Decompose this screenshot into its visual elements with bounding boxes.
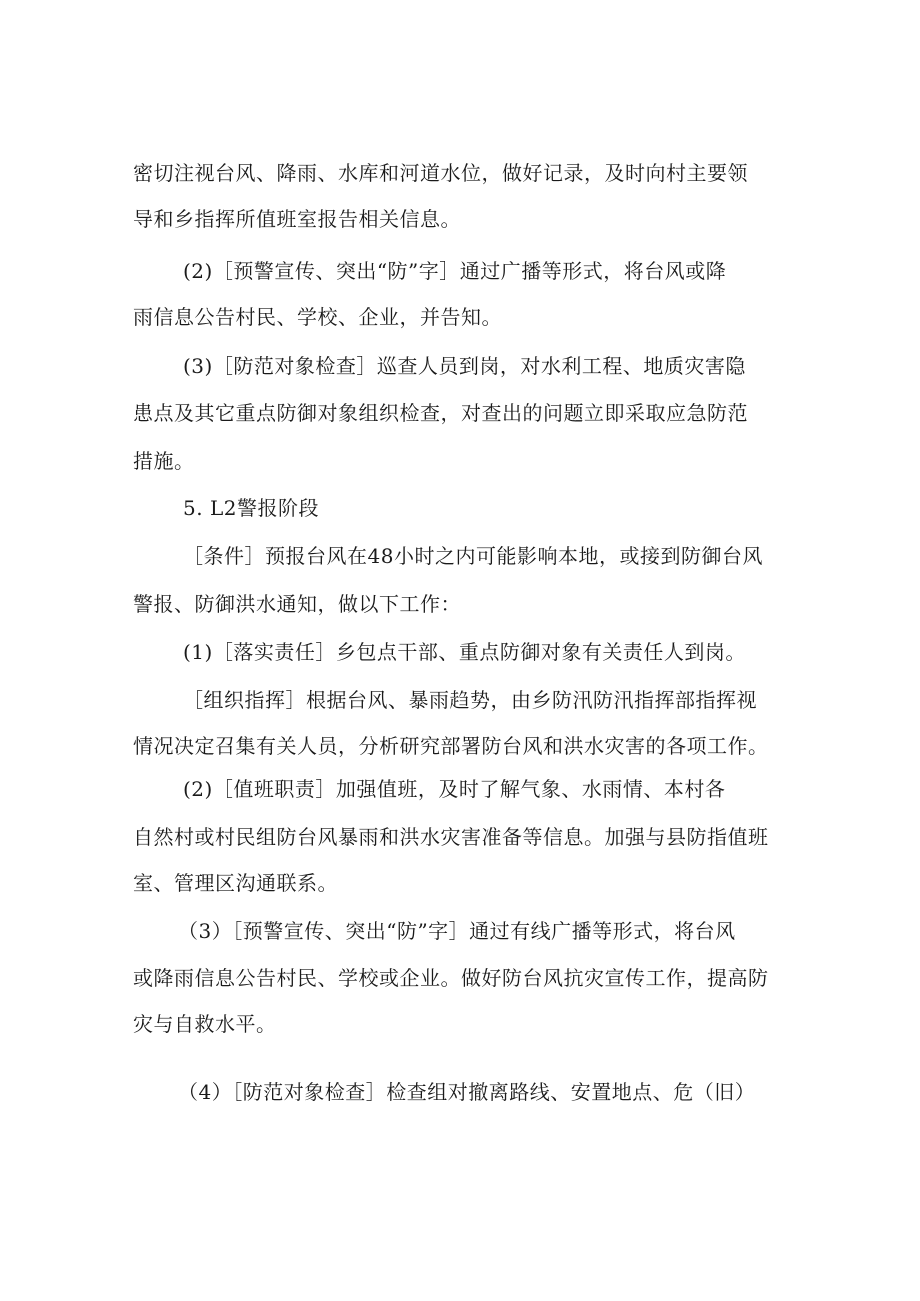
paragraph-line-7: 措施。	[133, 449, 195, 473]
section-heading: 5. L2警报阶段	[183, 496, 319, 520]
paragraph-line-1: 密切注视台风、降雨、水库和河道水位，做好记录，及时向村主要领	[133, 161, 748, 185]
paragraph-line-9: ［条件］预报台风在48小时之内可能影响本地，或接到防御台风	[183, 544, 763, 568]
paragraph-line-19: 灾与自救水平。	[133, 1012, 277, 1036]
paragraph-line-2: 导和乡指挥所值班室报告相关信息。	[133, 207, 461, 231]
paragraph-line-18: 或降雨信息公告村民、学校或企业。做好防台风抗灾宣传工作，提高防	[133, 966, 769, 990]
paragraph-line-12: ［组织指挥］根据台风、暴雨趋势，由乡防汛防汛指挥部指挥视	[183, 688, 757, 712]
paragraph-line-20: （4）［防范对象检查］检查组对撤离路线、安置地点、危（旧）	[178, 1080, 756, 1104]
paragraph-line-16: 室、管理区沟通联系。	[133, 871, 338, 895]
paragraph-line-6: 患点及其它重点防御对象组织检查，对查出的问题立即采取应急防范	[133, 401, 748, 425]
paragraph-line-11: (1)［落实责任］乡包点干部、重点防御对象有关责任人到岗。	[183, 640, 746, 664]
paragraph-line-3: (2)［预警宣传、突出“防”字］通过广播等形式，将台风或降	[183, 259, 727, 283]
paragraph-line-13: 情况决定召集有关人员，分析研究部署防台风和洪水灾害的各项工作。	[133, 734, 769, 758]
paragraph-line-10: 警报、防御洪水通知，做以下工作：	[133, 592, 461, 616]
paragraph-line-17: （3）［预警宣传、突出“防”字］通过有线广播等形式，将台风	[178, 919, 736, 943]
paragraph-line-15: 自然村或村民组防台风暴雨和洪水灾害准备等信息。加强与县防指值班	[133, 825, 769, 849]
paragraph-line-14: (2)［值班职责］加强值班，及时了解气象、水雨情、本村各	[183, 777, 726, 801]
paragraph-line-4: 雨信息公告村民、学校、企业，并告知。	[133, 305, 502, 329]
paragraph-line-5: (3)［防范对象检查］巡查人员到岗，对水利工程、地质灾害隐	[183, 354, 746, 378]
